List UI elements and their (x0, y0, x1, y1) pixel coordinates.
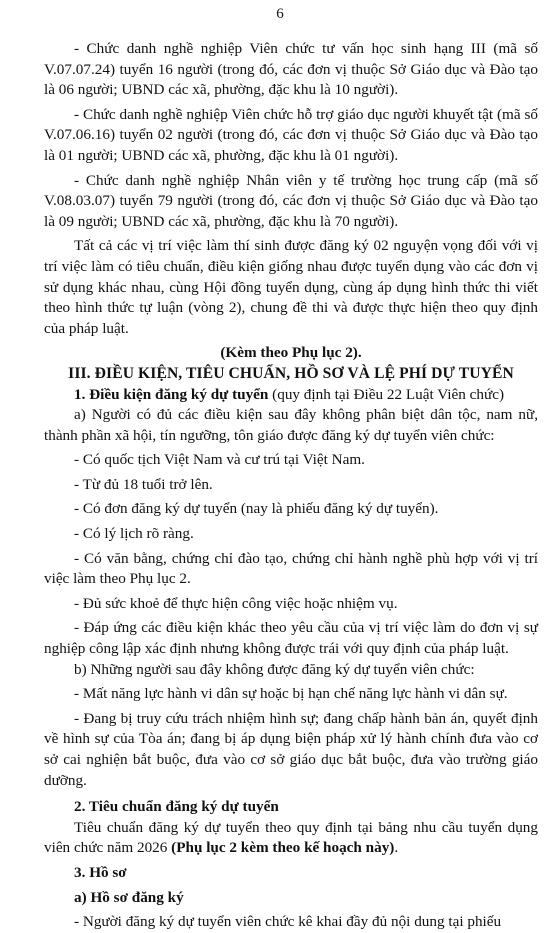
section-heading-iii: III. ĐIỀU KIỆN, TIÊU CHUẨN, HỒ SƠ VÀ LỆ PHÍ DỰ TUYỂN (68, 364, 514, 382)
subsection-3-title: 3. Hồ sơ (74, 863, 127, 881)
subsection-1-title: 1. Điều kiện đăng ký dự tuyển (74, 385, 269, 403)
subsection-1-heading (44, 385, 538, 406)
exclusion-criminal-administrative: - Đang bị truy cứu trách nhiệm hình sự; đang chấp hành bản án, quyết định về hình sự của Tòa án; đang bị áp dụng biện pháp xử lý hành chính đưa vào cơ sở cai nghiện bắt buộc, đưa vào cơ sở giáo dục bắt buộc, đưa vào trường giáo dưỡng. (44, 709, 538, 789)
document-body (44, 39, 538, 933)
paragraph-school-health-staff: - Chức danh nghề nghiệp Nhân viên y tế trường học trung cấp (mã số V.08.03.07) tuyển 79 người (trong đó, các đơn vị thuộc Sở Giáo dục và Đào tạo là 09 người; UBND các xã, phường, đặc khu là 70 người). (44, 171, 538, 230)
appendix-note: (Kèm theo Phụ lục 2). (220, 344, 362, 362)
paragraph-eligible-persons: a) Người có đủ các điều kiện sau đây không phân biệt dân tộc, nam nữ, thành phần xã hội, tín ngưỡng, tôn giáo được đăng ký dự tuyển viên chức: (44, 406, 538, 444)
condition-other-requirements: - Đáp ứng các điều kiện khác theo yêu cầu của vị trí việc làm do đơn vị sự nghiệp công lập xác định nhưng không được trái với quy định của pháp luật. (44, 619, 538, 658)
subsection-2-title: 2. Tiêu chuẩn đăng ký dự tuyển (74, 798, 279, 816)
standards-text: Tiêu chuẩn đăng ký dự tuyển theo quy định tại bảng nhu cầu tuyển dụng viên chức năm 2026 (44, 818, 538, 857)
paragraph-registration-choices: Tất cả các vị trí việc làm thí sinh được đăng ký 02 nguyện vọng đối với vị trí việc làm có tiêu chuẩn, điều kiện giống nhau được tuyển dụng vào các đơn vị sử dụng khác nhau, cùng Hội đồng tuyển dụng, cùng áp dụng hình thức thi viết theo hình thức tự luận (vòng 2), chung đề thi và được thực hiện theo quy định của pháp luật. (44, 237, 538, 337)
page-number: 6 (276, 6, 284, 22)
condition-application-form: - Có đơn đăng ký dự tuyển (nay là phiếu đăng ký dự tuyển). (74, 500, 439, 518)
paragraph-disability-support: - Chức danh nghề nghiệp Viên chức hỗ trợ giáo dục người khuyết tật (mã số V.07.06.16) tuyển 02 người (trong đó, các đơn vị thuộc Sở Giáo dục và Đào tạo là 01 người; UBND các xã, phường, đặc khu là 01 người). (44, 105, 538, 164)
exclusion-civil-capacity: - Mất năng lực hành vi dân sự hoặc bị hạn chế năng lực hành vi dân sự. (74, 685, 508, 703)
subsection-3a-title: a) Hồ sơ đăng ký (74, 888, 184, 906)
condition-nationality: - Có quốc tịch Việt Nam và cư trú tại Việt Nam. (74, 451, 365, 469)
condition-qualifications: - Có văn bằng, chứng chỉ đào tạo, chứng chỉ hành nghề phù hợp với vị trí việc làm theo Phụ lục 2. (44, 549, 538, 588)
condition-background: - Có lý lịch rõ ràng. (74, 525, 194, 543)
paragraph-student-counselor: - Chức danh nghề nghiệp Viên chức tư vấn học sinh hạng III (mã số V.07.07.24) tuyển 16 người (trong đó, các đơn vị thuộc Sở Giáo dục và Đào tạo là 06 người; UBND các xã, phường, đặc khu là 10 người). (44, 40, 538, 99)
standards-appendix-reference: (Phụ lục 2 kèm theo kế hoạch này) (171, 839, 395, 857)
subsection-1-reference: (quy định tại Điều 22 Luật Viên chức) (268, 385, 505, 403)
paragraph-application-declaration: - Người đăng ký dự tuyển viên chức kê khai đầy đủ nội dung tại phiếu (74, 913, 502, 931)
paragraph-ineligible-persons: b) Những người sau đây không được đăng ký dự tuyển viên chức: (74, 660, 475, 678)
standards-period: . (394, 839, 399, 857)
condition-age: - Từ đủ 18 tuổi trở lên. (74, 475, 213, 493)
paragraph-standards (44, 818, 538, 859)
condition-health: - Đủ sức khoẻ để thực hiện công việc hoặc nhiệm vụ. (74, 594, 398, 612)
